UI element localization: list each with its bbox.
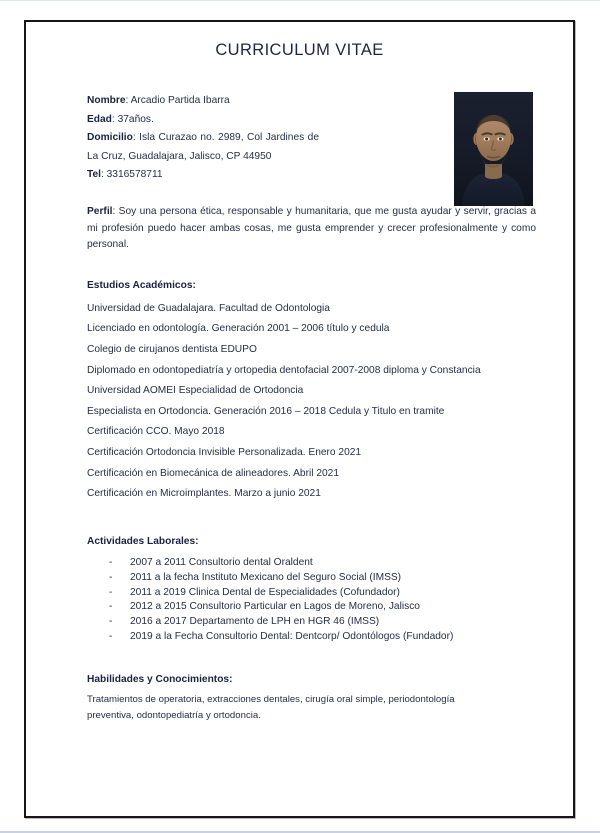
- list-item-label: 2019 a la Fecha Consultorio Dental: Dentcorp/ Odontólogos (Fundador): [130, 631, 454, 643]
- portrait-photo: [454, 92, 533, 206]
- profile-section: [26, 204, 573, 254]
- list-item: Certificación en Biomecánica de alineadores. Abril 2021: [87, 467, 340, 479]
- identity-block: [26, 92, 573, 185]
- dash-marker-icon: -: [109, 616, 113, 628]
- field-nombre: [87, 92, 319, 111]
- field-nombre-sep: :: [125, 95, 131, 106]
- list-item: Certificación CCO. Mayo 2018: [87, 426, 225, 438]
- field-tel-sep: :: [100, 169, 107, 181]
- list-item-label: 2007 a 2011 Consultorio dental Oraldent: [130, 556, 313, 568]
- list-item-label: 2012 a 2015 Consultorio Particular en Lagos de Moreno, Jalisco: [130, 601, 420, 613]
- list-item: [87, 630, 536, 645]
- field-tel: [87, 166, 319, 185]
- field-edad: [87, 111, 319, 130]
- list-item: Licenciado en odontología. Generación 2001 – 2006 título y cedula: [87, 323, 390, 335]
- dash-marker-icon: -: [109, 631, 113, 643]
- list-item: Especialista en Ortodoncia. Generación 2016 – 2018 Cedula y Titulo en tramite: [87, 405, 445, 417]
- field-domicilio-label: Domicilio: [87, 132, 133, 144]
- field-nombre-label: Nombre: [87, 95, 126, 106]
- studies-section: [26, 278, 573, 505]
- scan-top-edge: [0, 0, 600, 1]
- field-domicilio: [87, 129, 319, 166]
- list-item: Universidad AOMEI Especialidad de Ortodoncia: [87, 385, 304, 397]
- profile-sep: :: [112, 205, 119, 217]
- field-nombre-value: Arcadio Partida Ibarra: [130, 95, 230, 106]
- list-item: [87, 571, 536, 586]
- studies-list: [87, 299, 536, 505]
- list-item-label: 2011 a la fecha Instituto Mexicano del Seguro Social (IMSS): [130, 571, 402, 583]
- dash-marker-icon: -: [109, 601, 113, 613]
- list-item: Colegio de cirujanos dentista EDUPO: [87, 343, 257, 355]
- work-heading: Actividades Laborales:: [87, 535, 199, 547]
- field-domicilio-sep: :: [132, 132, 140, 144]
- field-tel-label: Tel: [87, 169, 101, 181]
- field-tel-value: 3316578711: [106, 169, 163, 181]
- skills-section: [26, 672, 573, 724]
- dash-marker-icon: -: [109, 556, 113, 568]
- dash-marker-icon: -: [109, 586, 113, 598]
- field-edad-value: 37años.: [117, 113, 154, 125]
- profile-text: Soy una persona ética, responsable y humanitaria, que me gusta ayudar y servir, gracias a mi profesión puedo hacer ambas cosas, me gusta emprender y crecer profesionalmente y como personal.: [87, 205, 536, 251]
- skills-heading: Habilidades y Conocimientos:: [87, 674, 233, 686]
- work-section: [26, 534, 573, 645]
- profile-label: Perfil: [87, 205, 113, 217]
- list-item-label: 2016 a 2017 Departamento de LPH en HGR 46 (IMSS): [130, 616, 380, 628]
- list-item: Universidad de Guadalajara. Facultad de Odontologia: [87, 302, 330, 314]
- field-edad-sep: :: [111, 113, 118, 125]
- list-item: [87, 600, 536, 615]
- list-item: Certificación Ortodoncia Invisible Personalizada. Enero 2021: [87, 446, 362, 458]
- work-list: [87, 556, 536, 645]
- list-item: [87, 586, 536, 601]
- field-domicilio-value: Isla Curazao no. 2989, Col Jardines de La Cruz, Guadalajara, Jalisco, CP 44950: [87, 132, 320, 162]
- dash-marker-icon: -: [109, 571, 113, 583]
- field-edad-label: Edad: [87, 113, 112, 125]
- studies-heading: Estudios Académicos:: [87, 279, 196, 291]
- list-item: Diplomado en odontopediatría y ortopedia dentofacial 2007-2008 diploma y Constancia: [87, 364, 481, 376]
- cv-page-inner: [26, 22, 573, 816]
- skills-text: Tratamientos de operatoria, extracciones dentales, cirugía oral simple, periodontología preventiva, odontopediatría y ortodoncia.: [87, 694, 455, 722]
- identity-fields: [87, 92, 319, 185]
- page-title: CURRICULUM VITAE: [215, 41, 384, 59]
- list-item: [87, 556, 536, 571]
- cv-page: [24, 20, 575, 818]
- list-item: [87, 615, 536, 630]
- list-item-label: 2011 a 2019 Clinica Dental de Especialidades (Cofundador): [130, 586, 400, 598]
- list-item: Certificación en Microimplantes. Marzo a junio 2021: [87, 488, 321, 500]
